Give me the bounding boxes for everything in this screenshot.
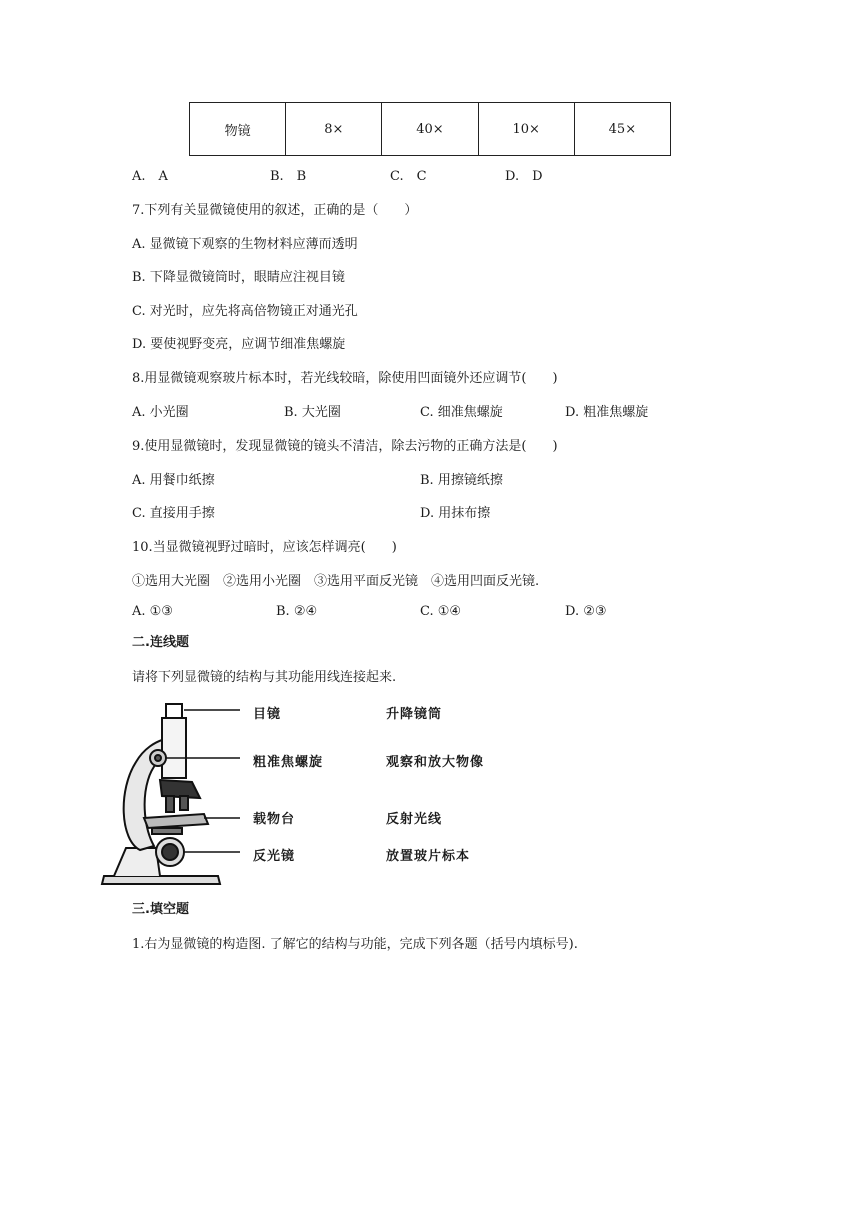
function-label-hold-slide: 放置玻片标本 [386, 849, 471, 864]
structure-label-stage: 载物台 [253, 812, 296, 827]
function-label-reflect: 反射光线 [386, 812, 443, 827]
function-label-magnify: 观察和放大物像 [386, 755, 485, 770]
q9-option-a: A. 用餐巾纸擦 [132, 473, 215, 488]
q7-option-d: D. 要使视野变亮，应调节细准焦螺旋 [132, 337, 346, 352]
structure-label-eyepiece: 目镜 [253, 707, 282, 722]
q7-option-a: A. 显微镜下观察的生物材料应薄而透明 [132, 237, 358, 252]
q6-option-d: D. D [505, 169, 543, 184]
table-cell: 40× [382, 103, 478, 156]
q9-stem: 9.使用显微镜时，发现显微镜的镜头不清洁，除去污物的正确方法是( ) [132, 439, 558, 454]
q9-option-c: C. 直接用手擦 [132, 506, 215, 521]
q6-option-b: B. B [270, 169, 307, 184]
function-label-raise-lower: 升降镜筒 [386, 707, 443, 722]
q9-option-d: D. 用抹布擦 [420, 506, 491, 521]
q10-stem: 10.当显微镜视野过暗时，应该怎样调亮( ) [132, 540, 397, 555]
table-row [190, 103, 671, 156]
structure-label-coarse-focus: 粗准焦螺旋 [253, 755, 324, 770]
q8-option-d: D. 粗准焦螺旋 [565, 405, 649, 420]
q6-option-a: A. A [132, 169, 168, 184]
section-3-question-1: 1.右为显微镜的构造图. 了解它的结构与功能，完成下列各题（括号内填标号). [132, 937, 578, 952]
q7-stem: 7.下列有关显微镜使用的叙述，正确的是（ ） [132, 203, 418, 218]
q10-option-b: B. ②④ [276, 604, 318, 619]
q7-option-c: C. 对光时，应先将高倍物镜正对通光孔 [132, 304, 358, 319]
q10-option-d: D. ②③ [565, 604, 607, 619]
microscope-illustration [100, 700, 250, 890]
q10-option-c: C. ①④ [420, 604, 462, 619]
q8-option-b: B. 大光圈 [284, 405, 341, 420]
q10-choices: ①选用大光圈 ②选用小光圈 ③选用平面反光镜 ④选用凹面反光镜. [132, 574, 540, 589]
objective-lens-table [189, 102, 671, 156]
q8-option-a: A. 小光圈 [132, 405, 189, 420]
q7-option-b: B. 下降显微镜筒时，眼睛应注视目镜 [132, 270, 345, 285]
q10-option-a: A. ①③ [132, 604, 173, 619]
q8-stem: 8.用显微镜观察玻片标本时，若光线较暗，除使用凹面镜外还应调节( ) [132, 371, 558, 386]
structure-label-mirror: 反光镜 [253, 849, 296, 864]
section-3-title: 三.填空题 [132, 902, 189, 917]
q8-option-c: C. 细准焦螺旋 [420, 405, 503, 420]
table-cell: 45× [574, 103, 670, 156]
table-cell: 10× [478, 103, 574, 156]
section-2-title: 二.连线题 [132, 635, 189, 650]
table-header-cell: 物镜 [190, 103, 286, 156]
table-cell: 8× [286, 103, 382, 156]
section-2-instruction: 请将下列显微镜的结构与其功能用线连接起来. [132, 670, 397, 685]
q9-option-b: B. 用擦镜纸擦 [420, 473, 503, 488]
q6-option-c: C. C [390, 169, 427, 184]
